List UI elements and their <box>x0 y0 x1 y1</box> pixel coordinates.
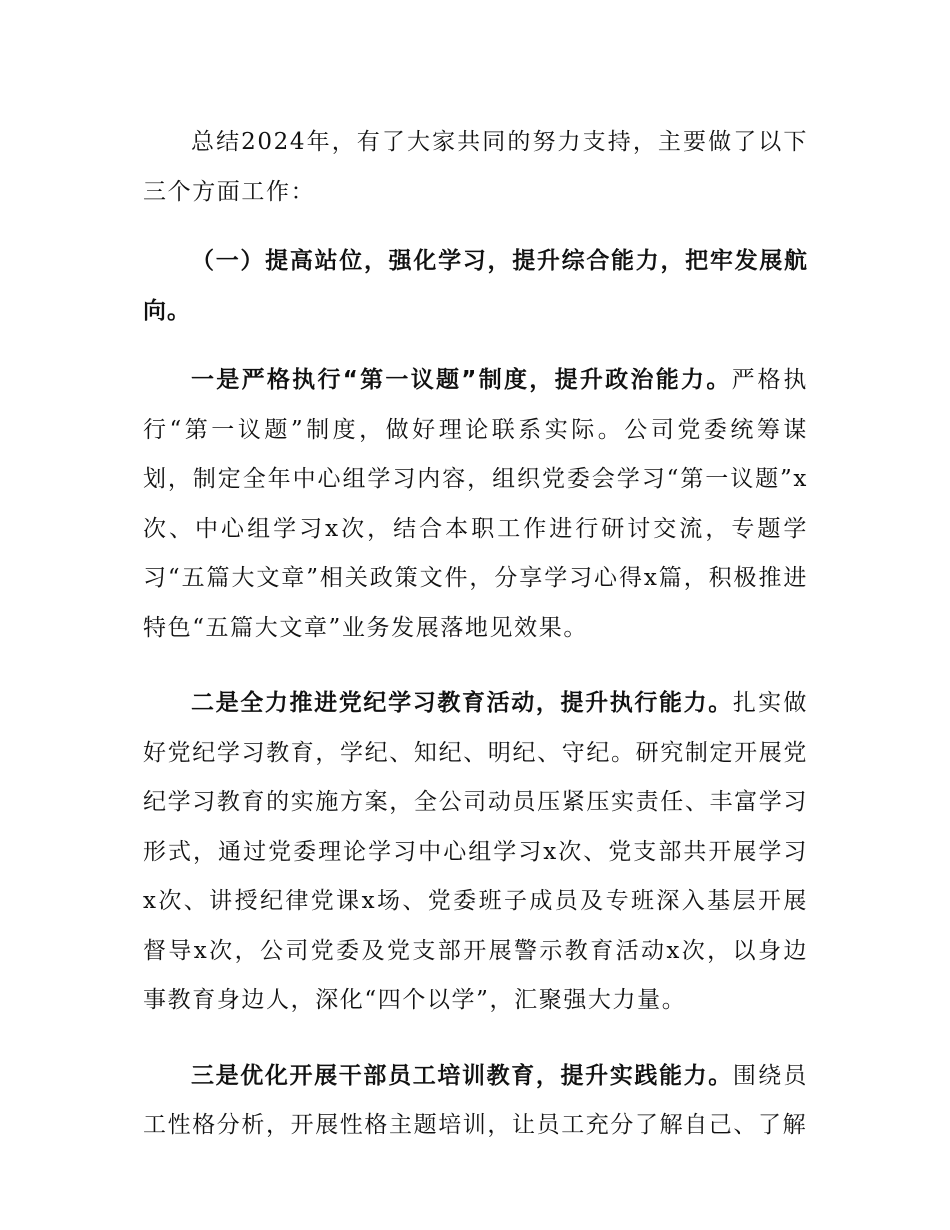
item-body-2: 扎实做好党纪学习教育，学纪、知纪、明纪、守纪。研究制定开展党纪学习教育的实施方案，全公司动员压紧压实责任、丰富学习形式，通过党委理论学习中心组学习x次、党支部共开展学习x次、讲授纪律党课x场、党委班子成员及专班深入基层开展督导x次，公司党委及党支部开展警示教育活动x次，以身边事教育身边人，深化“四个以学”，汇聚强大力量。 <box>143 690 808 1013</box>
item-paragraph-1 <box>143 356 808 653</box>
item-lead-3: 三是优化开展干部员工培训教育，提升实践能力。 <box>191 1062 733 1089</box>
section-heading <box>143 237 808 336</box>
item-paragraph-3 <box>143 1052 808 1151</box>
section-heading-text: （一）提高站位，强化学习，提升综合能力，把牢发展航向。 <box>143 248 808 324</box>
item-body-1: 严格执行“第一议题”制度，做好理论联系实际。公司党委统筹谋划，制定全年中心组学习内容，组织党委会学习“第一议题”x次、中心组学习x次，结合本职工作进行研讨交流，专题学习“五篇大文章”相关政策文件，分享学习心得x篇，积极推进特色“五篇大文章”业务发展落地见效果。 <box>143 367 808 641</box>
item-body-3: 围绕员工性格分析，开展性格主题培训，让员工充分了解自己、了解 <box>143 1062 808 1138</box>
intro-paragraph <box>143 118 808 217</box>
intro-text: 总结2024年，有了大家共同的努力支持，主要做了以下三个方面工作： <box>143 129 808 205</box>
item-lead-1: 一是严格执行“第一议题”制度，提升政治能力。 <box>191 367 732 393</box>
item-paragraph-2 <box>143 679 808 1026</box>
document-body <box>143 118 808 1151</box>
item-lead-2: 二是全力推进党纪学习教育活动，提升执行能力。 <box>191 690 733 716</box>
